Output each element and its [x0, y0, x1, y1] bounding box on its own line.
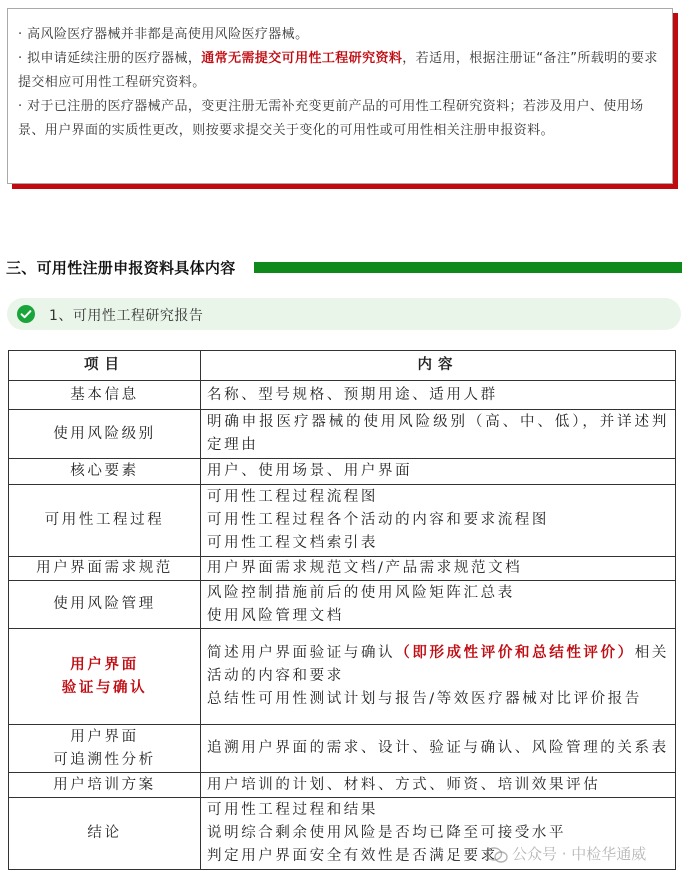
- item-line: 用户界面: [70, 656, 139, 673]
- notice-point-2-text-b: ，若适用，根据注册证“备注”所载明的要求提交相应可用性工程研究资料。: [18, 51, 658, 90]
- content-line: 用户、使用场景、用户界面: [207, 463, 413, 479]
- item-line: 用户界面: [70, 728, 139, 745]
- table-row: [9, 485, 676, 557]
- requirements-table: [8, 350, 676, 870]
- table-header-row: [9, 351, 676, 381]
- content-line: 追溯用户界面的需求、设计、验证与确认、风险管理的关系表: [207, 740, 669, 756]
- row-item: [9, 629, 201, 725]
- row-item: 结论: [9, 798, 201, 870]
- content-line: 可用性工程过程流程图: [207, 489, 378, 505]
- table-row: [9, 773, 676, 798]
- table-row: [9, 725, 676, 773]
- row-content: [201, 629, 676, 725]
- item-line: 可追溯性分析: [53, 751, 156, 768]
- notice-point-2: [18, 47, 660, 95]
- content-line: 总结性可用性测试计划与报告/等效医疗器械对比评价报告: [207, 691, 642, 707]
- content-line: 明确申报医疗器械的使用风险级别（高、中、低），并详述判定理由: [207, 414, 669, 453]
- row-item: [9, 725, 201, 773]
- watermark-text: 公众号 · 中检华通威: [512, 845, 647, 863]
- table-row: [9, 629, 676, 725]
- content-text: 相关活动的内容和要求: [207, 645, 669, 684]
- table-row: [9, 557, 676, 581]
- subsection-title: 1、可用性工程研究报告: [49, 308, 204, 324]
- table-row: [9, 581, 676, 629]
- section-title: 三、可用性注册申报资料具体内容: [6, 259, 236, 277]
- notice-point-3: · 对于已注册的医疗器械产品，变更注册无需补充变更前产品的可用性工程研究资料；若涉及用户、使用场景、用户界面的实质性更改，则按要求提交关于变化的可用性或可用性相关注册申报资料。: [18, 99, 644, 138]
- section-divider-bar: [254, 262, 682, 273]
- row-content: [201, 485, 676, 557]
- item-line: 验证与确认: [61, 679, 148, 696]
- check-circle-icon: [17, 305, 35, 323]
- wechat-logo-icon: [486, 847, 508, 863]
- content-line: 可用性工程过程和结果: [207, 802, 378, 818]
- content-line: 使用风险管理文档: [207, 607, 344, 624]
- section-heading: [0, 255, 682, 279]
- table-row: [9, 381, 676, 410]
- row-content: [201, 725, 676, 773]
- row-content: [201, 773, 676, 798]
- watermark: [486, 843, 646, 867]
- row-content: [201, 410, 676, 459]
- table-row: [9, 459, 676, 485]
- notice-point-2-highlight: 通常无需提交可用性工程研究资料: [201, 51, 403, 66]
- table-row: [9, 410, 676, 459]
- content-line: 说明综合剩余使用风险是否均已降至可接受水平: [207, 825, 567, 841]
- row-item: 用户界面需求规范: [9, 557, 201, 581]
- subsection-pill: [7, 298, 681, 330]
- notice-box: [7, 8, 673, 184]
- row-item: 用户培训方案: [9, 773, 201, 798]
- row-content: [201, 459, 676, 485]
- row-content: [201, 381, 676, 410]
- row-item: 使用风险管理: [9, 581, 201, 629]
- content-highlight: （即形成性评价和总结性评价）: [395, 645, 635, 661]
- row-item: 核心要素: [9, 459, 201, 485]
- notice-point-2-text-a: · 拟申请延续注册的医疗器械，: [18, 51, 202, 66]
- content-line: 风险控制措施前后的使用风险矩阵汇总表: [207, 584, 515, 601]
- notice-point-1: · 高风险医疗器械并非都是高使用风险医疗器械。: [18, 27, 309, 42]
- header-content: 内容: [201, 351, 676, 381]
- content-line: 可用性工程过程各个活动的内容和要求流程图: [207, 512, 549, 528]
- content-line: 可用性工程文档索引表: [207, 535, 378, 551]
- row-item: 基本信息: [9, 381, 201, 410]
- row-item: 使用风险级别: [9, 410, 201, 459]
- content-line: 名称、型号规格、预期用途、适用人群: [207, 386, 498, 403]
- header-item: 项目: [9, 351, 201, 381]
- content-line: 用户界面需求规范文档/产品需求规范文档: [207, 560, 523, 576]
- content-line: 用户培训的计划、材料、方式、师资、培训效果评估: [207, 776, 601, 793]
- content-line: 判定用户界面安全有效性是否满足要求: [207, 848, 498, 864]
- row-content: [201, 581, 676, 629]
- row-content: [201, 557, 676, 581]
- row-item: 可用性工程过程: [9, 485, 201, 557]
- content-text: 简述用户界面验证与确认: [207, 645, 396, 661]
